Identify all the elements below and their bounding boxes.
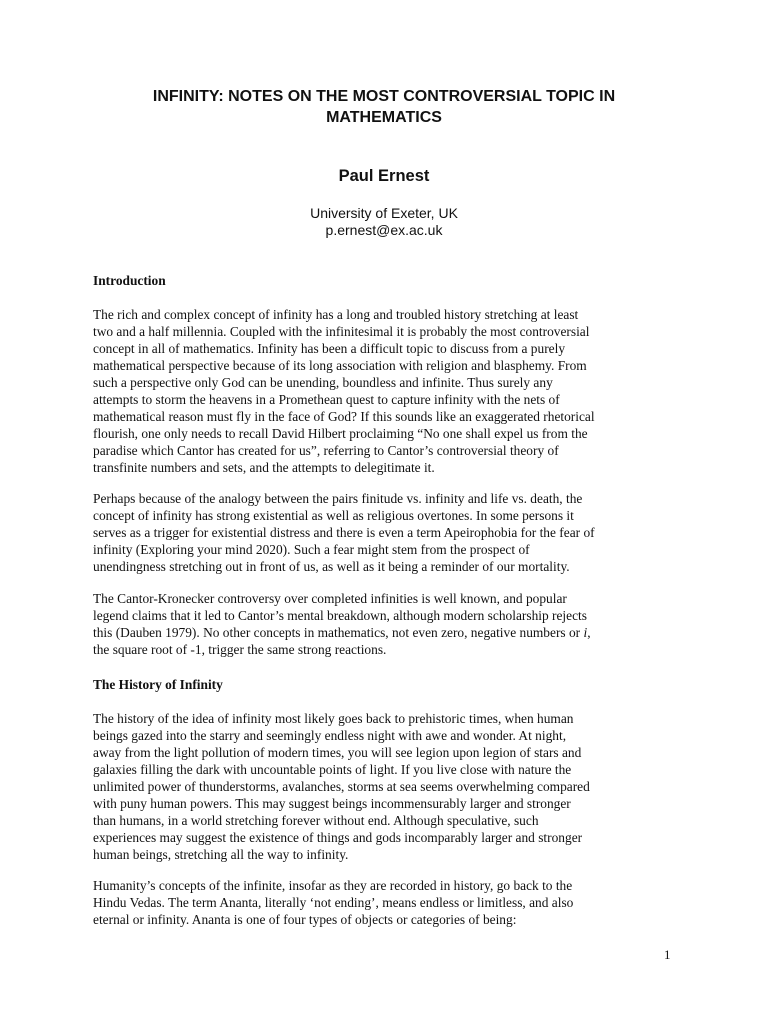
text-line: The Cantor-Kronecker controversy over completed infinities is well known, and popular: [93, 591, 567, 606]
text-line: Perhaps because of the analogy between the pairs finitude vs. infinity and life vs. death, the: [93, 491, 583, 506]
text-line: concept in all of mathematics. Infinity has been a difficult topic to discuss from a purely: [93, 341, 566, 356]
title-line: INFINITY: NOTES ON THE MOST CONTROVERSIAL TOPIC IN: [152, 88, 616, 105]
italic-symbol: i: [583, 625, 588, 640]
text-line: experiences may suggest the existence of things and gods incomparably larger and stronger: [93, 830, 583, 845]
page-number: 1: [664, 947, 671, 962]
text-line: such a perspective only God can be unending, boundless and infinite. Thus surely any: [93, 375, 553, 390]
paragraph: [93, 710, 683, 863]
text-line: the square root of -1, trigger the same strong reactions.: [93, 642, 387, 657]
paragraph: [93, 490, 683, 575]
text-line: flourish, one only needs to recall David Hilbert proclaiming “No one shall expel us from the: [93, 426, 588, 441]
text-line: eternal or infinity. Ananta is one of four types of objects or categories of being:: [93, 912, 517, 927]
text-line: legend claims that it led to Cantor’s mental breakdown, although modern scholarship rejects: [93, 608, 587, 623]
affiliation: University of Exeter, UK: [310, 205, 458, 221]
text-line: with puny human powers. This may suggest beings incommensurably larger and stronger: [93, 796, 571, 811]
text-line: two and a half millennia. Coupled with the infinitesimal it is probably the most controversial: [93, 324, 590, 339]
paper-title: [80, 86, 688, 128]
text-segment: this (Dauben 1979). No other concepts in mathematics, not even zero, negative numbers or: [93, 625, 584, 640]
text-line: unlimited power of thunderstorms, avalanches, storms at sea seems overwhelming compared: [93, 779, 590, 794]
paragraph: [93, 877, 683, 928]
text-line: The rich and complex concept of infinity has a long and troubled history stretching at least: [93, 307, 579, 322]
text-line: Humanity’s concepts of the infinite, insofar as they are recorded in history, go back to the: [93, 878, 573, 893]
text-line: The history of the idea of infinity most likely goes back to prehistoric times, when human: [93, 711, 574, 726]
text-line: paradise which Cantor has created for us”, referring to Cantor’s controversial theory of: [93, 443, 559, 458]
author-affiliation-block: [80, 205, 688, 239]
text-line: than humans, in a world stretching forever without end. Although speculative, such: [93, 813, 539, 828]
paragraph: [93, 306, 683, 476]
text-line: transfinite numbers and sets, and the attempts to delegitimate it.: [93, 460, 435, 475]
text-line: serves as a trigger for existential distress and there is even a term Apeirophobia for the fear of: [93, 525, 595, 540]
text-line: galaxies filling the dark with uncountable points of light. If you live close with nature the: [93, 762, 572, 777]
author-name: Paul Ernest: [338, 167, 430, 185]
text-line: mathematical reason must fly in the face of God? If this sounds like an exaggerated rhetorical: [93, 409, 595, 424]
author-email: p.ernest@ex.ac.uk: [325, 222, 443, 238]
text-line: unendingness stretching out in front of us, as well as it being a reminder of our mortality.: [93, 559, 570, 574]
text-line: attempts to storm the heavens in a Promethean quest to capture infinity with the nets of: [93, 392, 560, 407]
text-line: Hindu Vedas. The term Ananta, literally ‘not ending’, means endless or limitless, and also: [93, 895, 574, 910]
text-line: mathematical perspective because of its long association with religion and blasphemy. From: [93, 358, 587, 373]
text-line: concept of infinity has strong existential as well as religious overtones. In some persons it: [93, 508, 574, 523]
text-segment: ,: [587, 625, 591, 640]
text-line: beings gazed into the starry and seemingly endless night with awe and wonder. At night,: [93, 728, 567, 743]
text-line: human beings, stretching all the way to infinity.: [93, 847, 349, 862]
text-line: infinity (Exploring your mind 2020). Such a fear might stem from the prospect of: [93, 542, 530, 557]
section-heading-history: The History of Infinity: [93, 677, 223, 692]
text-line: away from the light pollution of modern times, you will see legion upon legion of stars and: [93, 745, 582, 760]
text-line: [93, 624, 683, 641]
title-line: MATHEMATICS: [326, 109, 442, 126]
paragraph: [93, 590, 683, 658]
section-heading-introduction: Introduction: [93, 273, 166, 288]
